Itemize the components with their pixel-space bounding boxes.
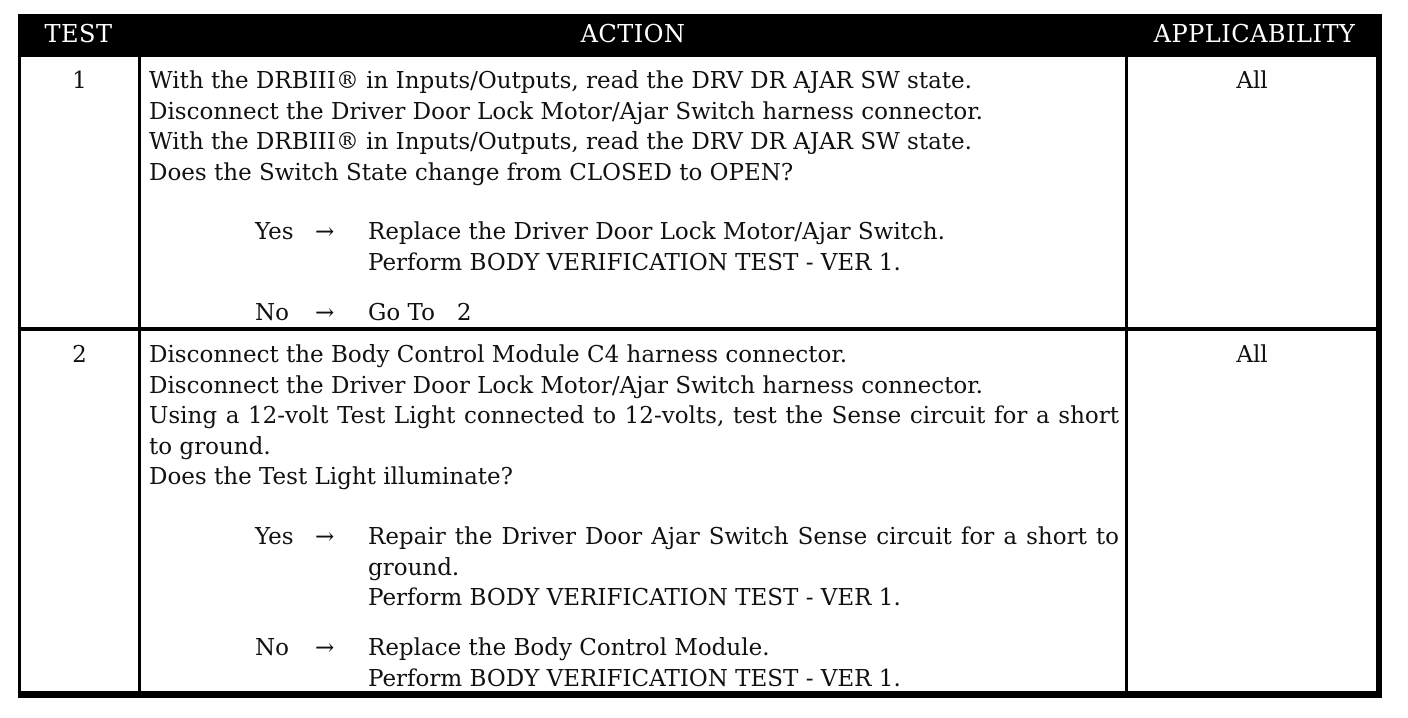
header-action: ACTION — [580, 20, 686, 48]
arrow-right-icon: → — [315, 219, 335, 245]
no-label: No — [255, 300, 289, 326]
result-line: Replace the Driver Door Lock Motor/Ajar Switch. — [368, 219, 945, 245]
action-step: With the DRBIII® in Inputs/Outputs, read the DRV DR AJAR SW state. — [149, 129, 972, 155]
yes-result — [368, 522, 1119, 614]
no-result — [368, 633, 1119, 694]
row-2-action-cell — [141, 331, 1125, 691]
yes-result — [368, 217, 1119, 278]
test-number: 2 — [72, 342, 87, 368]
action-step: Disconnect the Body Control Module C4 harness connector. — [149, 342, 848, 368]
action-step: Does the Switch State change from CLOSED to OPEN? — [149, 159, 794, 186]
result-line: Perform BODY VERIFICATION TEST - VER 1. — [368, 249, 901, 276]
yes-label: Yes — [255, 219, 294, 245]
no-answer — [141, 298, 1125, 329]
result-line: Perform BODY VERIFICATION TEST - VER 1. — [368, 585, 901, 611]
yes-label: Yes — [255, 524, 294, 550]
action-step: Disconnect the Driver Door Lock Motor/Ajar Switch harness connector. — [149, 372, 983, 399]
arrow-right-icon: → — [315, 524, 335, 550]
action-step: Disconnect the Driver Door Lock Motor/Ajar Switch harness connector. — [149, 98, 983, 125]
yes-answer — [141, 217, 1125, 279]
row-2-test-cell — [21, 331, 138, 691]
action-step: With the DRBIII® in Inputs/Outputs, read the DRV DR AJAR SW state. — [149, 68, 972, 94]
result-line: Repair the Driver Door Ajar Switch Sense circuit for a short to ground. — [368, 524, 1119, 581]
test-number: 1 — [72, 68, 87, 94]
result-line: Replace the Body Control Module. — [368, 635, 770, 661]
action-step: Does the Test Light illuminate? — [149, 464, 513, 490]
table-header — [18, 14, 1382, 55]
header-applicability: APPLICABILITY — [1153, 20, 1356, 48]
row-1-test-cell — [21, 57, 138, 327]
header-test: TEST — [44, 20, 113, 48]
action-steps — [149, 66, 1119, 188]
yes-answer — [141, 522, 1125, 614]
applicability-value: All — [1236, 68, 1268, 94]
result-line: Go To 2 — [368, 300, 472, 326]
no-answer — [141, 633, 1125, 695]
no-label: No — [255, 635, 289, 661]
result-line: Perform BODY VERIFICATION TEST - VER 1. — [368, 665, 901, 692]
row-1-action-cell — [141, 57, 1125, 327]
diagnostic-test-table — [18, 14, 1382, 698]
action-steps — [149, 340, 1119, 493]
row-2-applicability-cell — [1128, 331, 1376, 691]
row-1-applicability-cell — [1128, 57, 1376, 327]
applicability-value: All — [1236, 342, 1268, 368]
arrow-right-icon: → — [315, 635, 335, 661]
action-step: Using a 12-volt Test Light connected to 12-volts, test the Sense circuit for a short to ground. — [149, 403, 1119, 460]
arrow-right-icon: → — [315, 300, 335, 326]
no-result — [368, 298, 1119, 329]
